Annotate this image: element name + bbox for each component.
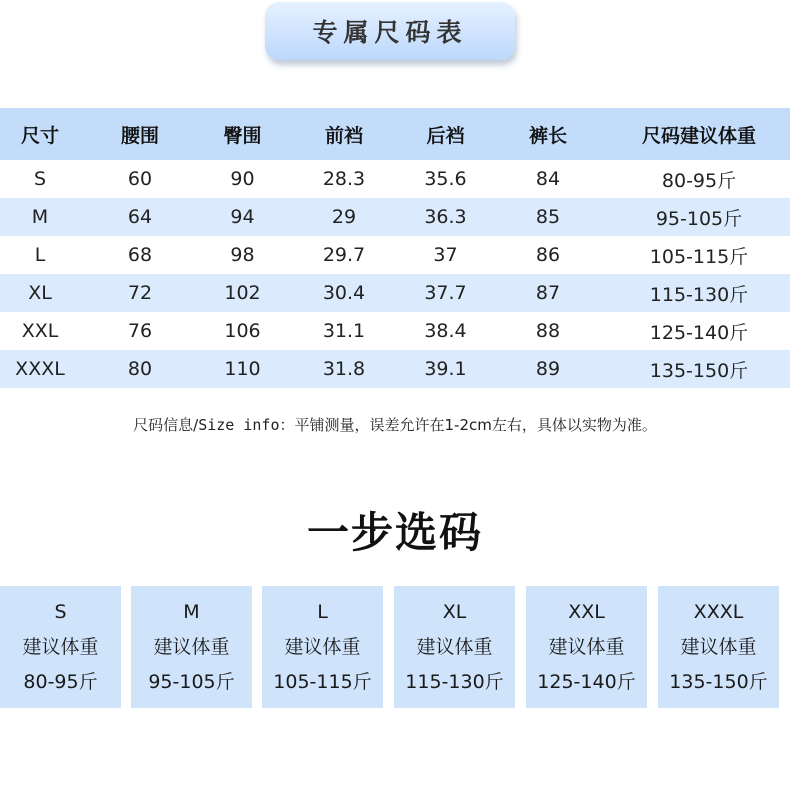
table-row bbox=[0, 274, 790, 312]
table-cell: 64 bbox=[80, 198, 200, 236]
table-cell: 68 bbox=[80, 236, 200, 274]
page-title: 专属尺码表 bbox=[312, 18, 468, 47]
card-weight: 80-95斤 bbox=[23, 670, 98, 693]
table-cell: XXL bbox=[0, 312, 80, 350]
note-prefix: 尺码信息/ bbox=[133, 416, 199, 434]
table-cell: 135-150斤 bbox=[608, 350, 790, 388]
card-label: 建议体重 bbox=[153, 635, 230, 658]
card-label: 建议体重 bbox=[548, 635, 625, 658]
card-size: M bbox=[183, 600, 200, 623]
column-header: 臀围 bbox=[200, 108, 285, 160]
card-size: S bbox=[54, 600, 67, 623]
card-weight: 115-130斤 bbox=[405, 670, 504, 693]
size-card-xl bbox=[394, 586, 515, 708]
table-cell: 72 bbox=[80, 274, 200, 312]
table-cell: 35.6 bbox=[403, 160, 488, 198]
table-cell: 125-140斤 bbox=[608, 312, 790, 350]
size-chart-table bbox=[0, 108, 790, 388]
table-cell: 102 bbox=[200, 274, 285, 312]
note-english: Size info： bbox=[198, 416, 295, 434]
card-weight: 95-105斤 bbox=[148, 670, 235, 693]
table-cell: 95-105斤 bbox=[608, 198, 790, 236]
card-size: L bbox=[317, 600, 328, 623]
table-cell: 76 bbox=[80, 312, 200, 350]
card-size: XXXL bbox=[693, 600, 744, 623]
title-banner bbox=[265, 2, 515, 60]
table-cell: 37.7 bbox=[403, 274, 488, 312]
table-cell: 106 bbox=[200, 312, 285, 350]
table-cell: 80-95斤 bbox=[608, 160, 790, 198]
table-cell: 29.7 bbox=[285, 236, 403, 274]
size-info-note bbox=[0, 414, 790, 435]
table-cell: M bbox=[0, 198, 80, 236]
card-weight: 105-115斤 bbox=[273, 670, 372, 693]
column-header: 裤长 bbox=[488, 108, 608, 160]
table-cell: 86 bbox=[488, 236, 608, 274]
card-size: XL bbox=[442, 600, 467, 623]
card-label: 建议体重 bbox=[416, 635, 493, 658]
table-cell: 110 bbox=[200, 350, 285, 388]
size-card-l bbox=[262, 586, 383, 708]
table-cell: 29 bbox=[285, 198, 403, 236]
size-cards bbox=[0, 586, 790, 708]
size-card-m bbox=[131, 586, 252, 708]
column-header: 尺码建议体重 bbox=[608, 108, 790, 160]
table-row bbox=[0, 312, 790, 350]
table-cell: 85 bbox=[488, 198, 608, 236]
table-cell: 98 bbox=[200, 236, 285, 274]
table-cell: 80 bbox=[80, 350, 200, 388]
table-cell: 37 bbox=[403, 236, 488, 274]
section-title: 一步选码 bbox=[306, 508, 483, 557]
table-cell: 36.3 bbox=[403, 198, 488, 236]
table-cell: 28.3 bbox=[285, 160, 403, 198]
table-cell: L bbox=[0, 236, 80, 274]
card-weight: 125-140斤 bbox=[537, 670, 636, 693]
table-cell: 30.4 bbox=[285, 274, 403, 312]
table-row bbox=[0, 236, 790, 274]
table-cell: 87 bbox=[488, 274, 608, 312]
table-row bbox=[0, 350, 790, 388]
column-header: 腰围 bbox=[80, 108, 200, 160]
table-cell: 60 bbox=[80, 160, 200, 198]
size-card-xxl bbox=[526, 586, 647, 708]
table-cell: 105-115斤 bbox=[608, 236, 790, 274]
card-size: XXL bbox=[568, 600, 605, 623]
card-weight: 135-150斤 bbox=[669, 670, 768, 693]
table-row bbox=[0, 160, 790, 198]
table-cell: 88 bbox=[488, 312, 608, 350]
column-header: 后裆 bbox=[403, 108, 488, 160]
table-cell: 31.1 bbox=[285, 312, 403, 350]
table-cell: 94 bbox=[200, 198, 285, 236]
table-cell: 38.4 bbox=[403, 312, 488, 350]
table-cell: S bbox=[0, 160, 80, 198]
table-header-row bbox=[0, 108, 790, 160]
card-label: 建议体重 bbox=[22, 635, 99, 658]
column-header: 尺寸 bbox=[0, 108, 80, 160]
table-cell: 31.8 bbox=[285, 350, 403, 388]
table-cell: 84 bbox=[488, 160, 608, 198]
table-cell: 115-130斤 bbox=[608, 274, 790, 312]
note-text: 平铺测量，误差允许在1-2cm左右，具体以实物为准。 bbox=[294, 416, 657, 434]
table-cell: 90 bbox=[200, 160, 285, 198]
table-cell: 89 bbox=[488, 350, 608, 388]
card-label: 建议体重 bbox=[284, 635, 361, 658]
card-label: 建议体重 bbox=[680, 635, 757, 658]
table-cell: XXXL bbox=[0, 350, 80, 388]
table-row bbox=[0, 198, 790, 236]
table-cell: 39.1 bbox=[403, 350, 488, 388]
size-card-xxxl bbox=[658, 586, 779, 708]
table-cell: XL bbox=[0, 274, 80, 312]
column-header: 前裆 bbox=[285, 108, 403, 160]
size-card-s bbox=[0, 586, 121, 708]
